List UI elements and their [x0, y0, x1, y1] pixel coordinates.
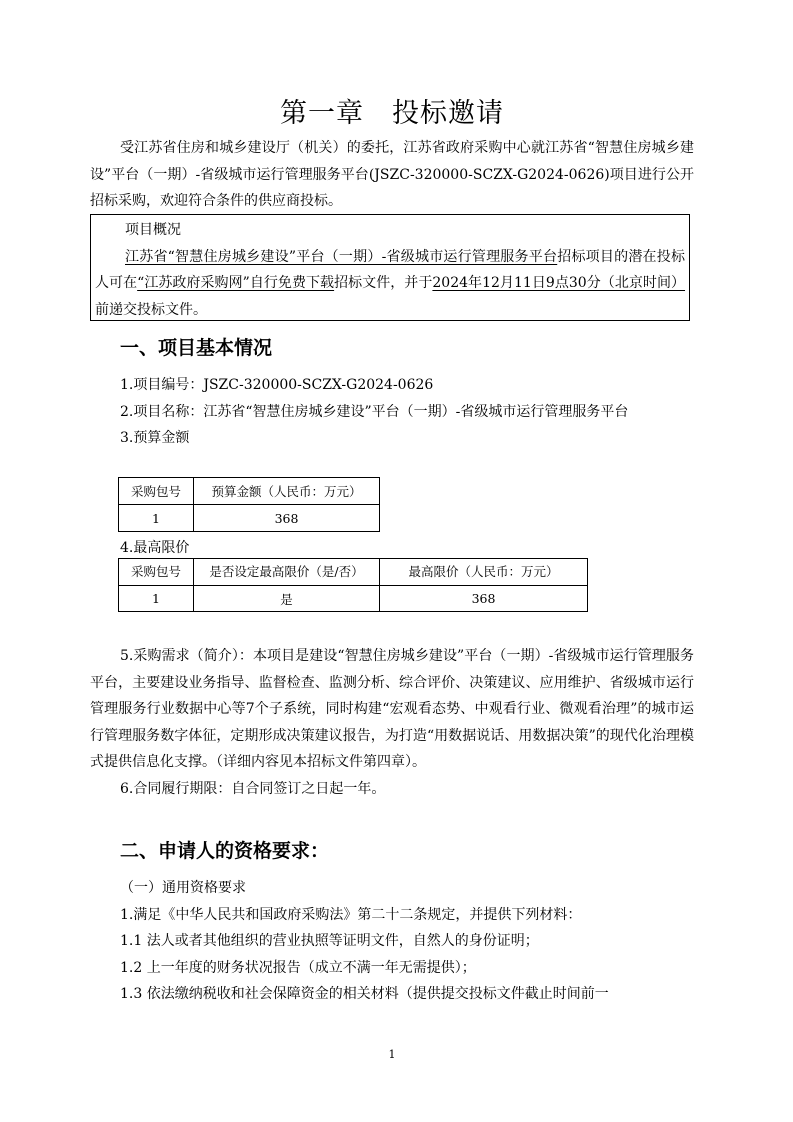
table-cell: 1: [119, 586, 194, 612]
overview-download-site: “江苏政府采购网”自行免费下载: [137, 275, 335, 291]
section1-items: [90, 372, 694, 452]
page-number: 1: [388, 1048, 396, 1061]
overview-text-part: 招标项目的潜在投标人可在: [95, 248, 686, 291]
intro-paragraph: 受江苏省住房和城乡建设厅（机关）的委托，江苏省政府采购中心就江苏省“智慧住房城乡建设”平台（一期）-省级城市运行管理服务平台(JSZC-320000-SCZX-G2024-0626)项目进行公开招标采购，欢迎符合条件的供应商投标。: [90, 140, 694, 209]
table-row: [119, 505, 380, 532]
table-header-cell: 最高限价（人民币：万元）: [380, 559, 588, 586]
requirement-line: 1.3 依法缴纳税收和社会保障资金的相关材料（提供提交投标文件截止时间前一: [120, 986, 609, 1002]
table-header-cell: 采购包号: [119, 559, 194, 586]
table-header-cell: 是否设定最高限价（是/否）: [194, 559, 380, 586]
requirement-line: 1.满足《中华人民共和国政府采购法》第二十二条规定，并提供下列材料：: [120, 906, 582, 923]
project-number: 1.项目编号：JSZC-320000-SCZX-G2024-0626: [120, 377, 434, 393]
overview-heading: 项目概况: [125, 222, 181, 238]
requirement-line: 1.1 法人或者其他组织的营业执照等证明文件，自然人的身份证明；: [120, 933, 539, 949]
chapter-title: 第一章 投标邀请: [280, 98, 504, 129]
price-limit-table: [118, 558, 588, 612]
budget-label: 3.预算金额: [120, 430, 190, 446]
requirement-line: 1.2 上一年度的财务状况报告（成立不满一年无需提供）；: [120, 959, 476, 976]
project-name: 2.项目名称：江苏省“智慧住房城乡建设”平台（一期）-省级城市运行管理服务平台: [120, 403, 629, 420]
table-header-row: [119, 478, 380, 505]
general-requirements-heading: （一）通用资格要求: [120, 880, 246, 896]
overview-project-name: 江苏省“智慧住房城乡建设”平台（一期）-省级城市运行管理服务平台: [125, 248, 558, 265]
table-header-row: [119, 559, 588, 586]
budget-table: [118, 477, 380, 532]
section2-items: [90, 875, 694, 1008]
table-cell: 368: [194, 505, 380, 532]
table-header-cell: 预算金额（人民币：万元）: [194, 478, 380, 505]
limit-label: 4.最高限价: [120, 540, 190, 556]
overview-text: [91, 244, 689, 324]
section1-heading: 一、项目基本情况: [120, 337, 273, 359]
overview-text-part: 前递交投标文件。: [95, 301, 207, 318]
overview-deadline: 2024年12月11日9点30分（北京时间）: [432, 275, 686, 291]
project-overview-box: [90, 214, 690, 321]
table-row: [119, 586, 588, 612]
procurement-requirements: 5.采购需求（简介）：本项目是建设“智慧住房城乡建设”平台（一期）-省级城市运行管理服务平台，主要建设业务指导、监督检查、监测分析、综合评价、决策建议、应用维护、省级城市运行管理服务行业数据中心等7个子系统，同时构建“宏观看态势、中观看行业、微观看治理”的城市运行管理服务数字体征，定期形成决策建议报告，为打造“用数据说话、用数据决策”的现代化治理模式提供信息化支撑。（详细内容见本招标文件第四章）。: [90, 648, 694, 770]
contract-term: 6.合同履行期限：自合同签订之日起一年。: [120, 780, 386, 797]
section1-items-continued: [90, 643, 694, 802]
table-cell: 368: [380, 586, 588, 612]
table-header-cell: 采购包号: [119, 478, 194, 505]
table-cell: 1: [119, 505, 194, 532]
table-cell: 是: [194, 586, 380, 612]
overview-text-part: 招标文件，并于: [334, 275, 433, 291]
section2-heading: 二、申请人的资格要求：: [120, 840, 330, 862]
